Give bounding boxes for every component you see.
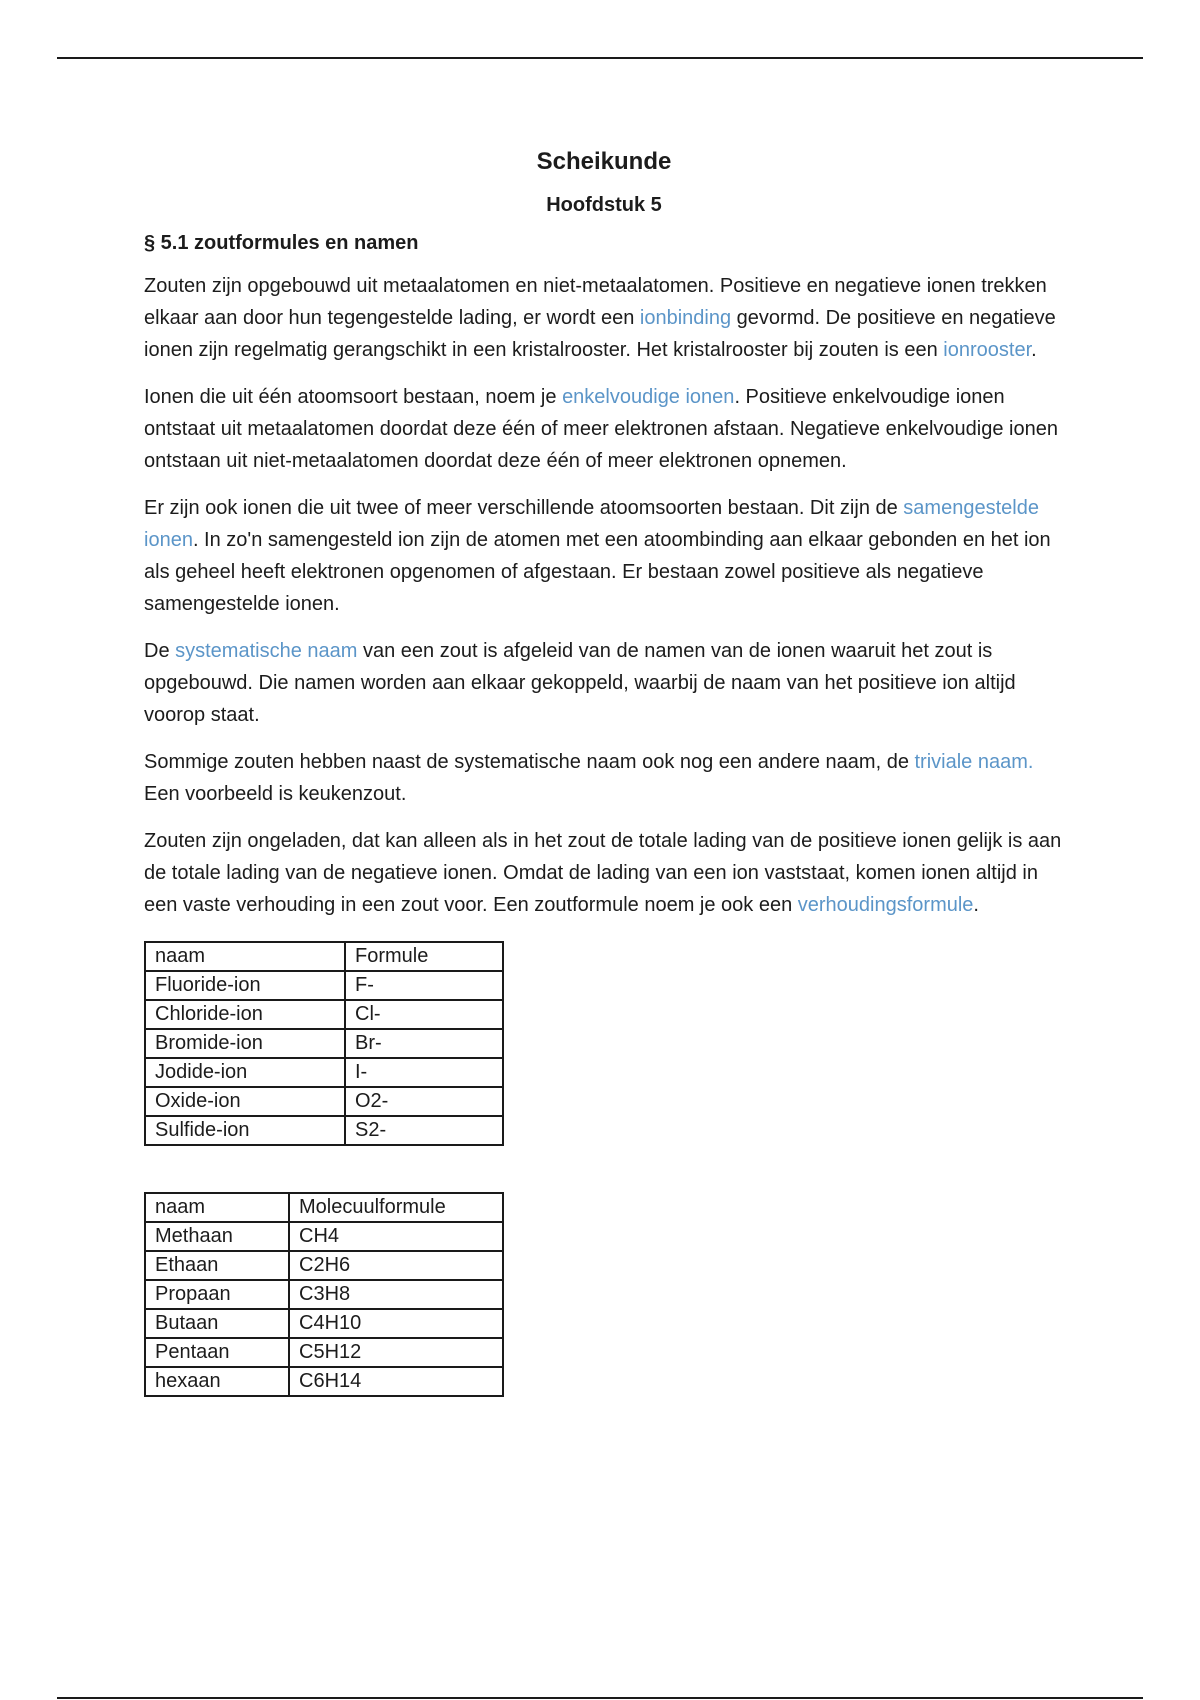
- ion-table-cell: S2-: [345, 1116, 503, 1145]
- table-row: [145, 1058, 503, 1087]
- alkane-table-cell: Propaan: [145, 1280, 289, 1309]
- table-row: [145, 1222, 503, 1251]
- ion-table-cell: I-: [345, 1058, 503, 1087]
- ion-table: [144, 941, 504, 1146]
- alkane-table-cell: C4H10: [289, 1309, 503, 1338]
- paragraph-text: . In zo'n samengesteld ion zijn de atomen met een atoombinding aan elkaar gebonden en het ion als geheel heeft elektronen opgenomen of afgestaan. Er bestaan zowel positieve als negatieve samengestelde ionen.: [144, 529, 1051, 615]
- paragraph-text: Ionen die uit één atoomsoort bestaan, noem je: [144, 386, 563, 408]
- alkane-table-cell: Butaan: [145, 1309, 289, 1338]
- ion-table-header-cell: naam: [145, 942, 345, 971]
- alkane-table-cell: CH4: [289, 1222, 503, 1251]
- paragraph: [144, 746, 1064, 810]
- footer-rule: [57, 1697, 1143, 1699]
- alkane-table-header-cell: Molecuulformule: [289, 1193, 503, 1222]
- paragraph: [144, 381, 1064, 477]
- paragraph-text: De: [144, 640, 176, 662]
- paragraph: [144, 825, 1064, 921]
- alkane-table-cell: C6H14: [289, 1367, 503, 1396]
- ion-table-cell: Bromide-ion: [145, 1029, 345, 1058]
- table-row: [145, 971, 503, 1000]
- ion-table-cell: Sulfide-ion: [145, 1116, 345, 1145]
- alkane-table-cell: C2H6: [289, 1251, 503, 1280]
- key-term: triviale naam.: [914, 751, 1034, 773]
- table-row: [145, 1087, 503, 1116]
- paragraph-text: Zouten zijn opgebouwd uit metaalatomen en niet-metaalatomen. Positieve en negatieve ionen trekken elkaar aan door hun tegengestelde lading, er wordt een: [144, 275, 1047, 329]
- header-rule: [57, 57, 1143, 59]
- table-row: [145, 1251, 503, 1280]
- alkane-table-cell: Methaan: [145, 1222, 289, 1251]
- paragraph-text: Er zijn ook ionen die uit twee of meer verschillende atoomsoorten bestaan. Dit zijn de: [144, 497, 904, 519]
- paragraph-text: .: [1031, 339, 1037, 361]
- key-term: ionbinding: [639, 307, 732, 329]
- ion-table-cell: Jodide-ion: [145, 1058, 345, 1087]
- table-row: [145, 1338, 503, 1367]
- alkane-table-cell: C5H12: [289, 1338, 503, 1367]
- alkane-table-header-row: [145, 1193, 503, 1222]
- alkane-table-header-cell: naam: [145, 1193, 289, 1222]
- alkane-table: [144, 1192, 504, 1397]
- body-paragraphs: [144, 270, 1064, 921]
- table-row: [145, 1029, 503, 1058]
- paragraph-text: . Positieve enkelvoudige ionen ontstaat uit metaalatomen doordat deze één of meer elektronen afstaan. Negatieve enkelvoudige ionen ontstaan uit niet-metaalatomen doordat deze één of meer elektronen opnemen.: [144, 386, 1058, 472]
- alkane-table-cell: hexaan: [145, 1367, 289, 1396]
- section-heading: § 5.1 zoutformules en namen: [144, 232, 419, 254]
- table-row: [145, 1116, 503, 1145]
- paragraph-text: Een voorbeeld is keukenzout.: [144, 783, 407, 805]
- document-page: [144, 142, 1064, 1397]
- alkane-table-cell: C3H8: [289, 1280, 503, 1309]
- table-row: [145, 1309, 503, 1338]
- alkane-table-cell: Ethaan: [145, 1251, 289, 1280]
- key-term: samengestelde ionen: [144, 497, 1039, 551]
- table-row: [145, 1367, 503, 1396]
- ion-table-cell: Chloride-ion: [145, 1000, 345, 1029]
- chapter-heading: Hoofdstuk 5: [546, 194, 662, 216]
- paragraph: [144, 635, 1064, 731]
- document-title: Scheikunde: [536, 148, 672, 175]
- key-term: enkelvoudige ionen: [562, 386, 735, 408]
- ion-table-header-row: [145, 942, 503, 971]
- key-term: verhoudingsformule: [797, 894, 974, 916]
- ion-table-cell: Br-: [345, 1029, 503, 1058]
- paragraph-text: .: [973, 894, 979, 916]
- paragraph-text: van een zout is afgeleid van de namen van de ionen waaruit het zout is opgebouwd. Die namen worden aan elkaar gekoppeld, waarbij de naam van het positieve ion altijd voorop staat.: [144, 640, 1016, 726]
- ion-table-header-cell: Formule: [345, 942, 503, 971]
- ion-table-cell: O2-: [345, 1087, 503, 1116]
- ion-table-cell: Oxide-ion: [145, 1087, 345, 1116]
- paragraph-text: Zouten zijn ongeladen, dat kan alleen als in het zout de totale lading van de positieve ionen gelijk is aan de totale lading van de negatieve ionen. Omdat de lading van een ion vaststaat, komen ionen altijd in een vaste verhouding in een zout voor. Een zoutformule noem je ook een: [144, 830, 1062, 916]
- alkane-table-cell: Pentaan: [145, 1338, 289, 1367]
- table-row: [145, 1000, 503, 1029]
- paragraph: [144, 492, 1064, 620]
- ion-table-cell: Cl-: [345, 1000, 503, 1029]
- key-term: ionrooster: [943, 339, 1032, 361]
- paragraph-text: Sommige zouten hebben naast de systematische naam ook nog een andere naam, de: [144, 751, 915, 773]
- ion-table-cell: Fluoride-ion: [145, 971, 345, 1000]
- paragraph: [144, 270, 1064, 366]
- ion-table-cell: F-: [345, 971, 503, 1000]
- key-term: systematische naam: [175, 640, 358, 662]
- table-row: [145, 1280, 503, 1309]
- paragraph-text: gevormd. De positieve en negatieve ionen zijn regelmatig gerangschikt in een kristalrooster. Het kristalrooster bij zouten is een: [144, 307, 1056, 361]
